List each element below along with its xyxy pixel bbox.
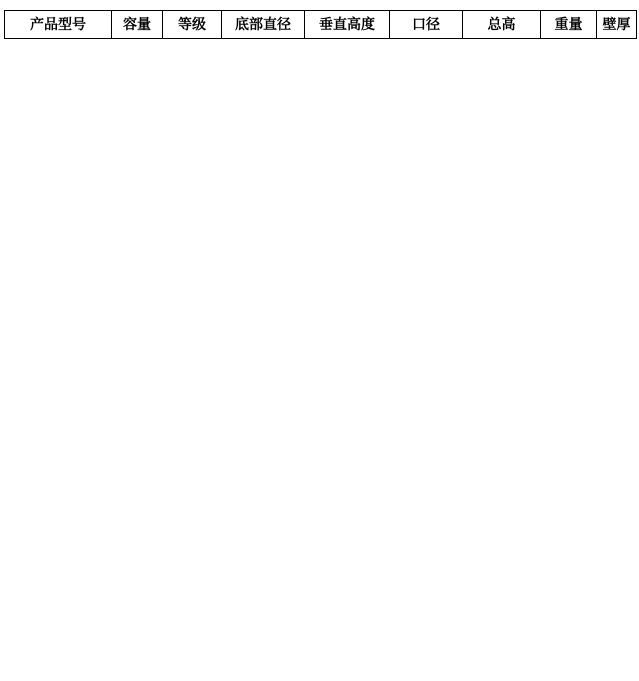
col-header-height: 垂直高度 <box>305 11 390 39</box>
header-row <box>5 11 637 39</box>
col-header-diameter: 底部直径 <box>222 11 305 39</box>
col-header-model: 产品型号 <box>5 11 112 39</box>
col-header-total-height: 总高 <box>463 11 541 39</box>
col-header-grade: 等级 <box>163 11 222 39</box>
col-header-mouth: 口径 <box>390 11 463 39</box>
product-spec-table <box>4 10 637 39</box>
col-header-wall: 壁厚 <box>597 11 637 39</box>
cropped-title <box>150 0 208 9</box>
col-header-weight: 重量 <box>541 11 597 39</box>
cropped-title-strip <box>0 0 639 10</box>
col-header-capacity: 容量 <box>112 11 163 39</box>
